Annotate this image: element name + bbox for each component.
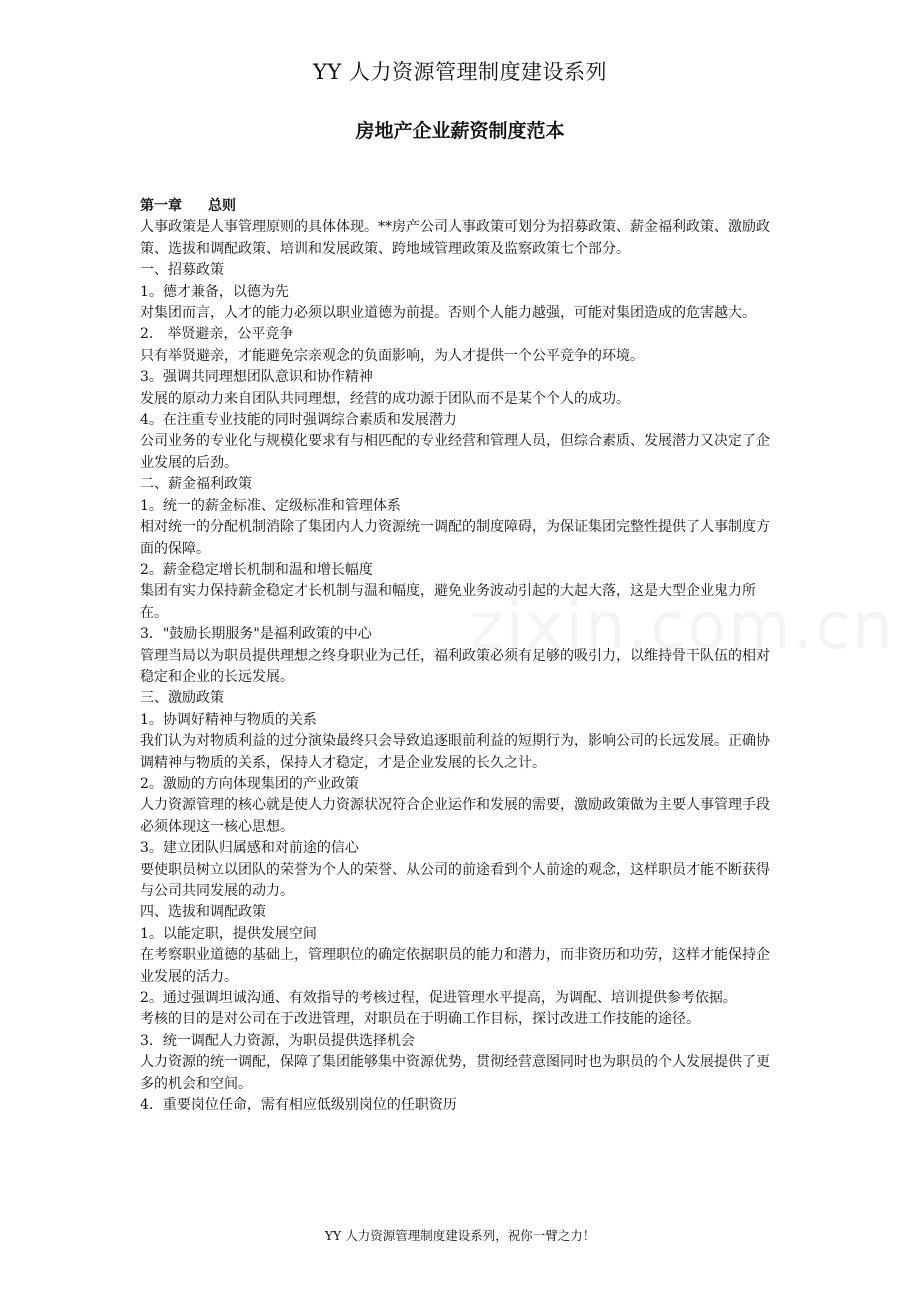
item-heading: 2。薪金稳定增长机制和温和增长幅度 xyxy=(140,561,373,578)
section-heading: 四、选拔和调配政策 xyxy=(140,904,266,921)
paragraph: 管理当局以为职员提供理想之终身职业为己任，福利政策必须有足够的吸引力，以维持骨干队伍的相对稳定和企业的长远发展。 xyxy=(140,647,770,685)
item-heading: 3。建立团队归属感和对前途的信心 xyxy=(140,840,359,857)
paragraph: 人力资源的统一调配，保障了集团能够集中资源优势，贯彻经营意图同时也为职员的个人发展提供了更多的机会和空间。 xyxy=(140,1054,770,1092)
paragraph: 公司业务的专业化与规模化要求有与相匹配的专业经营和管理人员，但综合素质、发展潜力又决定了企业发展的后劲。 xyxy=(140,433,770,471)
document-title: 房地产企业薪资制度范本 xyxy=(355,120,565,142)
chapter-heading xyxy=(140,196,780,217)
paragraph: 集团有实力保持薪金稳定才长机制与温和幅度，避免业务波动引起的大起大落，这是大型企业鬼力所在。 xyxy=(140,583,756,621)
item-heading: 1。德才兼备，以德为先 xyxy=(140,283,289,300)
paragraph: 人力资源管理的核心就是使人力资源状况符合企业运作和发展的需要，激励政策做为主要人事管理手段必须体现这一核心思想。 xyxy=(140,797,770,835)
section-heading: 二、薪金福利政策 xyxy=(140,476,252,493)
item-heading: 3．"鼓励长期服务"是福利政策的中心 xyxy=(140,626,372,643)
paragraph: 发展的原动力来自团队共同理想，经营的成功源于团队而不是某个个人的成功。 xyxy=(140,390,630,407)
item-heading: 4。在注重专业技能的同时强调综合素质和发展潜力 xyxy=(140,412,457,429)
item-heading: 1。统一的薪金标准、定级标准和管理体系 xyxy=(140,497,401,514)
paragraph: 要使职员树立以团队的荣誉为个人的荣誉、从公司的前途看到个人前途的观念，这样职员才能不断获得与公司共同发展的动力。 xyxy=(140,861,770,899)
chapter-name: 总则 xyxy=(208,198,236,214)
item-heading: 3。强调共同理想团队意识和协作精神 xyxy=(140,369,373,386)
item-heading: 2。激励的方向体现集团的产业政策 xyxy=(140,775,359,792)
item-heading: 1。协调好精神与物质的关系 xyxy=(140,711,317,728)
item-heading: 1。以能定职，提供发展空间 xyxy=(140,925,317,942)
paragraph: 考核的目的是对公司在于改进管理，对职员在于明确工作目标，探讨改进工作技能的途径。 xyxy=(140,1011,700,1028)
item-heading: 3．统一调配人力资源，为职员提供选择机会 xyxy=(140,1032,415,1049)
page-header: YY 人力资源管理制度建设系列 xyxy=(313,60,607,84)
paragraph: 只有举贤避亲，才能避免宗亲观念的负面影响，为人才提供一个公平竞争的环境。 xyxy=(140,347,644,364)
section-heading: 三、激励政策 xyxy=(140,690,224,707)
document-body xyxy=(140,196,780,1116)
paragraph: 人事政策是人事管理原则的具体体现。**房产公司人事政策可划分为招募政策、薪金福利政策、激励政策、选拔和调配政策、培训和发展政策、跨地域管理政策及监察政策七个部分。 xyxy=(140,219,770,257)
paragraph: 对集团而言，人才的能力必须以职业道德为前提。否则个人能力越强，可能对集团造成的危害越大。 xyxy=(140,305,756,322)
item-heading: 2． 举贤避亲，公平竞争 xyxy=(140,326,294,343)
paragraph: 相对统一的分配机制消除了集团内人力资源统一调配的制度障碍，为保证集团完整性提供了人事制度方面的保障。 xyxy=(140,519,770,557)
paragraph: 我们认为对物质利益的过分演染最终只会导致追逐眼前利益的短期行为，影响公司的长远发展。正确协调精神与物质的关系，保持人才稳定，才是企业发展的长久之计。 xyxy=(140,733,770,771)
item-heading: 2。通过强调坦诚沟通、有效指导的考核过程，促进管理水平提高，为调配、培训提供参考依据。 xyxy=(140,990,737,1007)
section-heading: 一、招募政策 xyxy=(140,262,224,279)
page-footer: YY 人力资源管理制度建设系列，祝你一臂之力！ xyxy=(324,1228,596,1243)
paragraph: 在考察职业道德的基础上，管理职位的确定依据职员的能力和潜力，而非资历和功劳，这样才能保持企业发展的活力。 xyxy=(140,947,770,985)
item-heading: 4．重要岗位任命，需有相应低级别岗位的任职资历 xyxy=(140,1097,457,1114)
chapter-number: 第一章 xyxy=(140,198,182,214)
